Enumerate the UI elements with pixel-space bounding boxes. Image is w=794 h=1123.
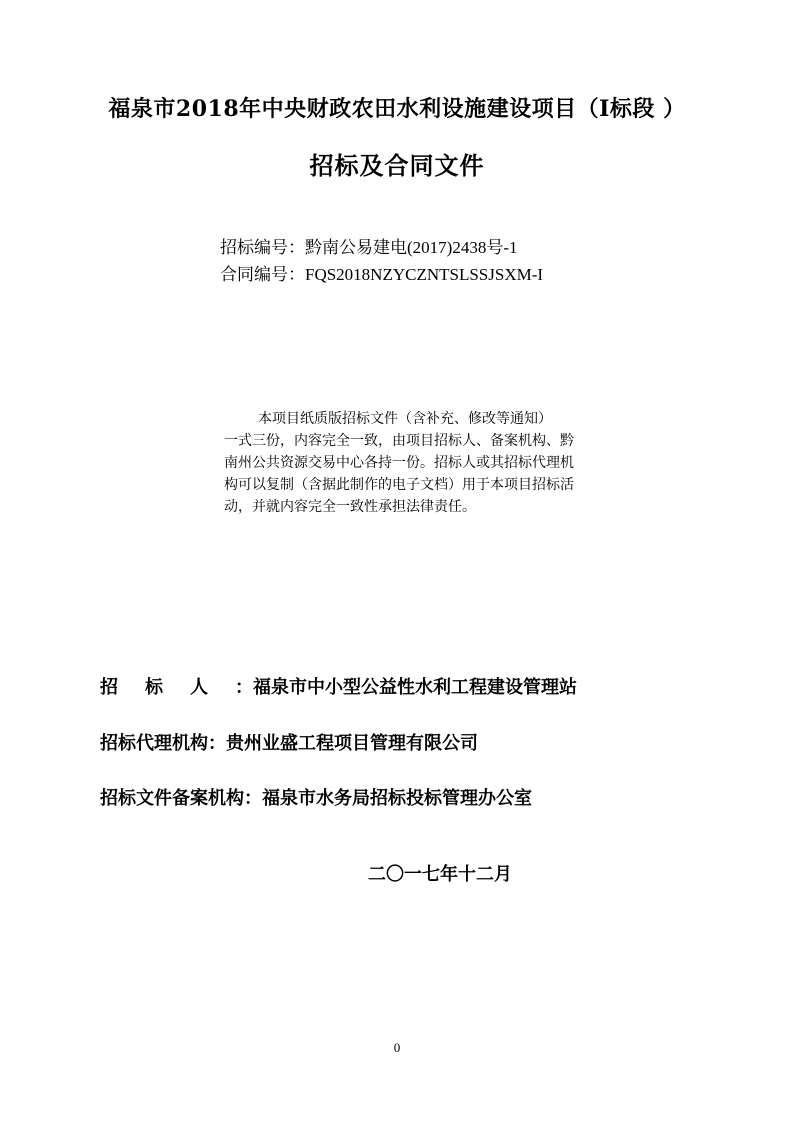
tenderer-value: 福泉市中小型公益性水利工程建设管理站 xyxy=(253,677,577,698)
filing-label: 招标文件备案机构： xyxy=(100,788,262,809)
tender-number-value: 黔南公易建电(2017)2438号-1 xyxy=(305,238,518,257)
notice-line: 动，并就内容完全一致性承担法律责任。 xyxy=(224,499,476,515)
notice-line: 本项目纸质版招标文件（含补充、修改等通知） xyxy=(258,411,552,427)
copy-notice xyxy=(224,408,634,518)
page-number: 0 xyxy=(393,1040,401,1055)
tenderer-line xyxy=(100,673,577,699)
contract-number xyxy=(220,260,543,285)
tenderer-label: 招标人： xyxy=(100,677,280,698)
document-date: 二〇一七年十二月 xyxy=(368,864,512,885)
filing-value: 福泉市水务局招标投标管理办公室 xyxy=(262,788,532,809)
tender-number-label: 招标编号： xyxy=(220,238,305,258)
contract-number-value: FQS2018NZYCZNTSLSSJSXM-I xyxy=(305,265,544,284)
contract-number-label: 合同编号： xyxy=(220,265,305,285)
notice-line: 一式三份，内容完全一致，由项目招标人、备案机构、黔 xyxy=(224,433,574,449)
project-title: 福泉市2018年中央财政农田水利设施建设项目（I标段 ） xyxy=(108,96,686,122)
document-title: 招标及合同文件 xyxy=(309,151,485,180)
filing-line xyxy=(100,784,532,810)
agency-value: 贵州业盛工程项目管理有限公司 xyxy=(226,733,478,754)
tender-number xyxy=(220,233,517,258)
notice-line: 构可以复制（含据此制作的电子文档）用于本项目招标活 xyxy=(224,477,574,493)
agency-label: 招标代理机构： xyxy=(100,733,226,754)
agency-line xyxy=(100,729,478,755)
notice-line: 南州公共资源交易中心各持一份。招标人或其招标代理机 xyxy=(224,455,574,471)
